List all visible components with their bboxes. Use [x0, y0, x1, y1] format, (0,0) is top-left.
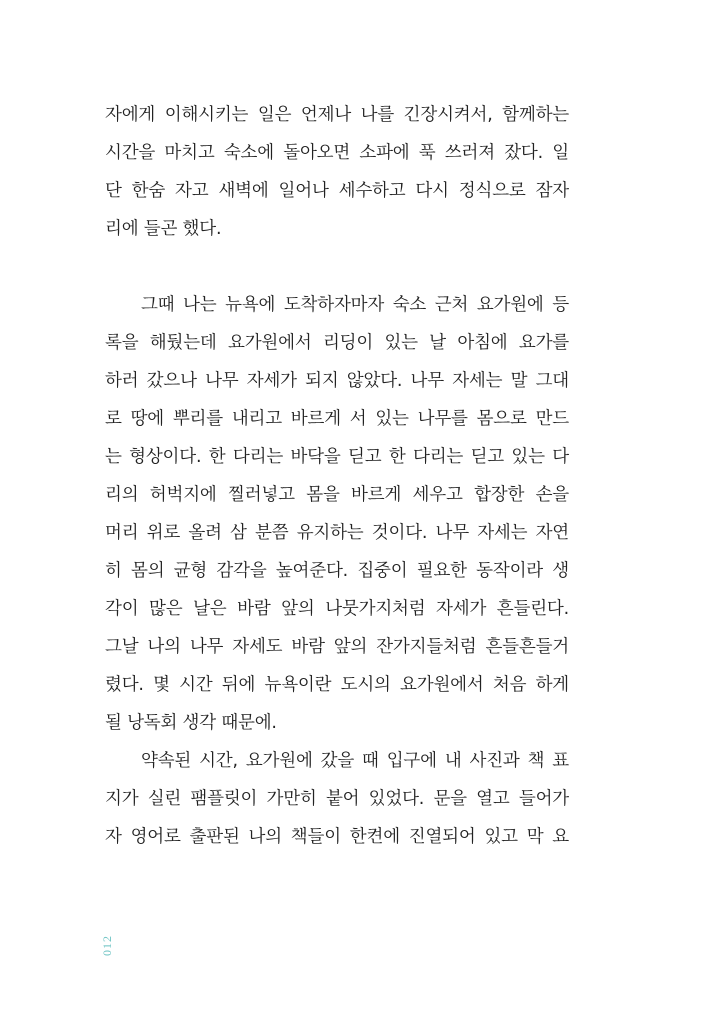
- text-line: 하러 갔으나 나무 자세가 되지 않았다. 나무 자세는 말 그대: [105, 371, 569, 391]
- text-line: 히 몸의 균형 감각을 높여준다. 집중이 필요한 동작이라 생: [105, 561, 569, 581]
- text-line: 록을 해뒀는데 요가원에서 리딩이 있는 날 아침에 요가를: [105, 333, 569, 353]
- text-line: 시간을 마치고 숙소에 돌아오면 소파에 푹 쓰러져 잤다. 일: [105, 143, 569, 163]
- text-line: 렸다. 몇 시간 뒤에 뉴욕이란 도시의 요가원에서 처음 하게: [105, 675, 569, 695]
- text-line: 로 땅에 뿌리를 내리고 바르게 서 있는 나무를 몸으로 만드: [105, 409, 569, 429]
- paragraph-2: [105, 286, 569, 742]
- paragraph-gap: [105, 248, 569, 286]
- text-line: 자 영어로 출판된 나의 책들이 한켠에 진열되어 있고 막 요: [105, 827, 569, 847]
- text-line: 는 형상이다. 한 다리는 바닥을 딛고 한 다리는 딛고 있는 다: [105, 447, 569, 467]
- paragraph-1: [105, 96, 569, 248]
- text-line: 될 낭독회 생각 때문에.: [105, 713, 277, 733]
- text-line: 그때 나는 뉴욕에 도착하자마자 숙소 근처 요가원에 등: [141, 295, 569, 315]
- text-line: 자에게 이해시키는 일은 언제나 나를 긴장시켜서, 함께하는: [105, 105, 569, 125]
- text-line: 약속된 시간, 요가원에 갔을 때 입구에 내 사진과 책 표: [141, 751, 569, 771]
- text-line: 리에 들곤 했다.: [105, 219, 222, 239]
- page-number: 012: [100, 935, 114, 956]
- text-line: 각이 많은 날은 바람 앞의 나뭇가지처럼 자세가 흔들린다.: [105, 599, 569, 619]
- text-line: 머리 위로 올려 삼 분쯤 유지하는 것이다. 나무 자세는 자연: [105, 523, 569, 543]
- text-line: 지가 실린 팸플릿이 가만히 붙어 있었다. 문을 열고 들어가: [105, 789, 569, 809]
- body-text: [105, 96, 569, 856]
- text-line: 단 한숨 자고 새벽에 일어나 세수하고 다시 정식으로 잠자: [105, 181, 569, 201]
- text-line: 리의 허벅지에 찔러넣고 몸을 바르게 세우고 합장한 손을: [105, 485, 569, 505]
- paragraph-3: [105, 742, 569, 856]
- text-line: 그날 나의 나무 자세도 바람 앞의 잔가지들처럼 흔들흔들거: [105, 637, 569, 657]
